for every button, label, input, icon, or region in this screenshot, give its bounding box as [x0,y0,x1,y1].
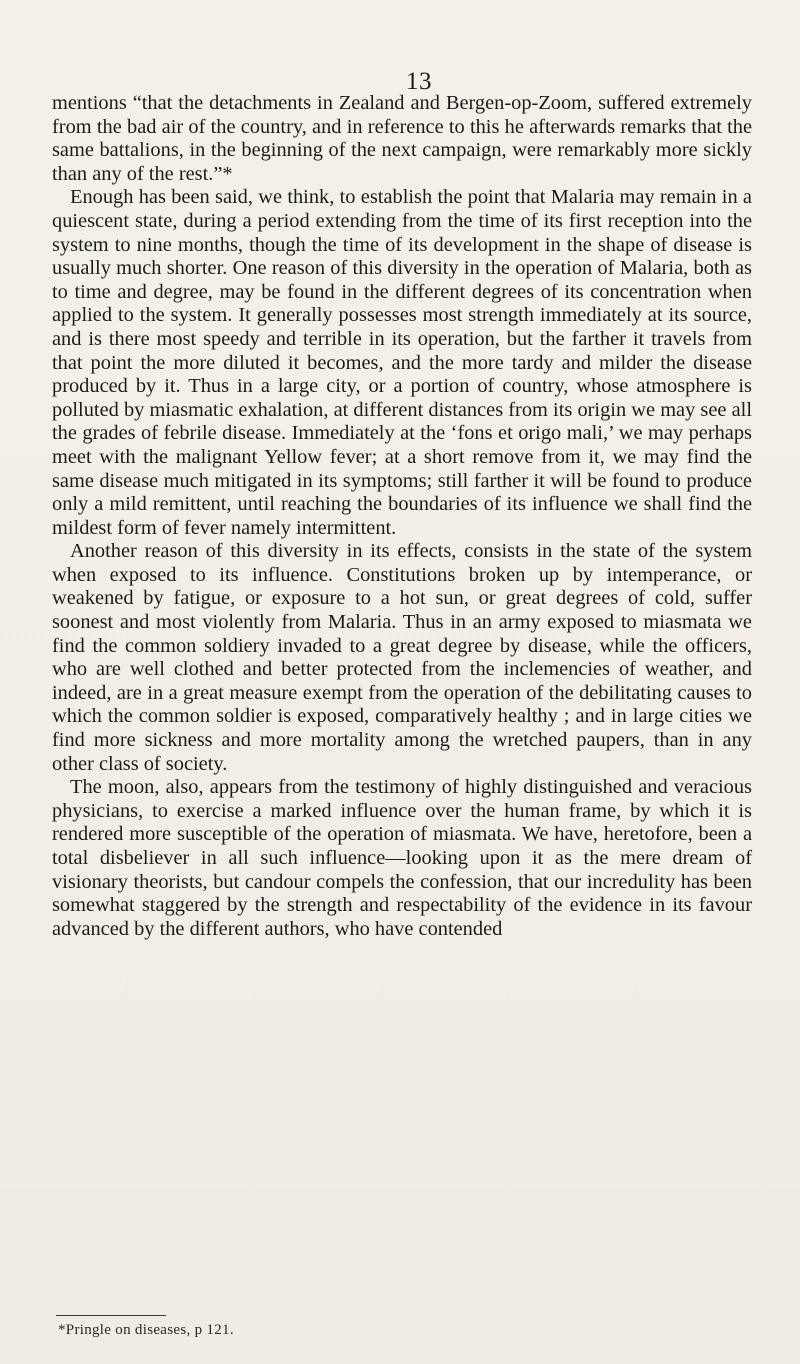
paragraph-system-state: Another reason of this diversity in its effects, consists in the state of the system when exposed to its influence. Constitutions broken up by intemperance, or weakened by fatigue, or exposure to a hot sun, or great degrees of cold, suffer soonest and most violently from Malaria. Thus in an army exposed to miasmata we find the common soldiery invaded to a great degree by disease, while the officers, who are well clothed and better protected from the inclemencies of weather, and indeed, are in a great measure exempt from the operation of the debilitating causes to which the common soldier is exposed, comparatively healthy ; and in large cities we find more sickness and more mortality among the wretched paupers, than in any other class of society. [52,540,752,775]
page-number: 13 [406,68,432,95]
paragraph-continuation: mentions “that the detachments in Zealand and Bergen-op-Zoom, suffered extremely from the bad air of the country, and in reference to this he afterwards remarks that the same battalions, in the beginning of the next campaign, were remarkably more sickly than any of the rest.”* [52,92,752,185]
footnote-divider [56,1315,166,1316]
paragraph-malaria-quiescent: Enough has been said, we think, to establish the point that Malaria may remain in a quiescent state, during a period extending from the time of its first reception into the system to nine months, though the time of its development in the shape of disease is usually much shorter. One reason of this diversity in the operation of Malaria, both as to time and degree, may be found in the different degrees of its concentration when applied to the system. It generally possesses most strength immediately at its source, and is there most speedy and terrible in its operation, but the farther it travels from that point the more diluted it becomes, and the more tardy and milder the disease produced by it. Thus in a large city, or a portion of country, whose atmosphere is polluted by miasmatic exhalation, at different distances from its origin we may see all the grades of febrile disease. Immediately at the ‘fons et origo mali,’ we may perhaps meet with the malignant Yellow fever; at a short remove from it, we may find the same disease much mitigated in its symptoms; still farther it will be found to produce only a mild remittent, until reaching the boundaries of its influence we shall find the mildest form of fever namely intermittent. [52,186,752,539]
body-text [52,92,752,941]
footnote: *Pringle on diseases, p 121. [58,1322,234,1338]
paragraph-moon-influence: The moon, also, appears from the testimony of highly distinguished and veracious physicians, to exercise a marked influence over the human frame, by which it is rendered more susceptible of the operation of miasmata. We have, heretofore, been a total disbeliever in all such influence—looking upon it as the mere dream of visionary theorists, but candour compels the confession, that our incredulity has been somewhat staggered by the strength and respectability of the evidence in its favour advanced by the different authors, who have contended [52,776,752,940]
